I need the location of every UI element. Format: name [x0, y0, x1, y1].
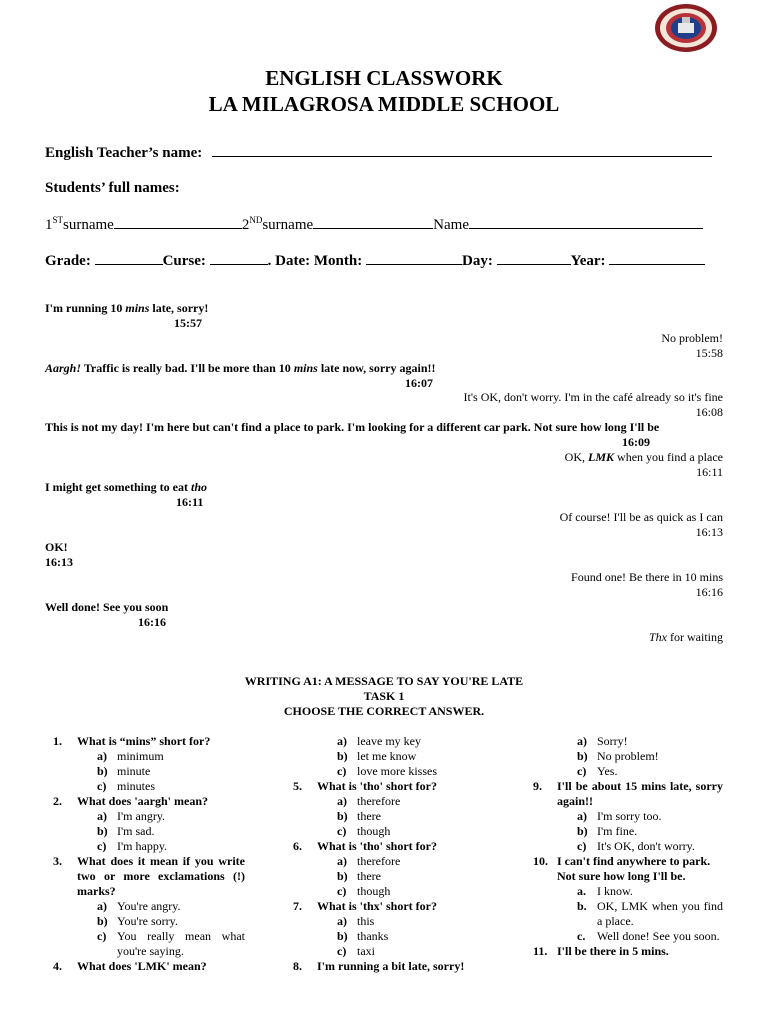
students-names-label: Students’ full names: [45, 180, 180, 196]
answer-option[interactable]: b) there [337, 809, 381, 823]
chat-message: This is not my day! I'm here but can't find a place to park. I'm looking for a different car park. Not sure how long I'll be [45, 420, 660, 434]
answer-option[interactable]: b) let me know [337, 749, 417, 763]
chat-message: It's OK, don't worry. I'm in the café already so it's fine [463, 390, 723, 404]
question-7: 7. What is 'thx' short for? [293, 899, 437, 913]
question-6: 6. What is 'tho' short for? [293, 839, 437, 853]
chat-timestamp: 15:58 [695, 346, 723, 360]
answer-option[interactable]: b) minute [97, 764, 151, 778]
answer-option[interactable]: a. I know. [577, 884, 633, 898]
teacher-name-line[interactable] [212, 144, 712, 157]
chat-timestamp: 16:11 [696, 465, 723, 479]
answer-option[interactable]: a) therefore [337, 794, 401, 808]
school-name: LA MILAGROSA MIDDLE SCHOOL [208, 92, 560, 116]
answer-option[interactable]: b) You're sorry. [97, 914, 178, 928]
answer-option[interactable]: c) I'm happy. [97, 839, 168, 853]
questions-column-1 [45, 734, 245, 974]
chat-message: I might get something to eat tho [45, 480, 207, 494]
answer-option[interactable]: a) leave my key [337, 734, 421, 748]
chat-timestamp: 16:08 [695, 405, 723, 419]
grade-line[interactable] [95, 252, 163, 265]
question-11: 11. I'll be there in 5 mins. [533, 944, 669, 958]
month-line[interactable] [366, 252, 462, 265]
answer-option[interactable]: c) It's OK, don't worry. [577, 839, 695, 853]
chat-message: Thx for waiting [649, 630, 723, 644]
task-heading: WRITING A1: A MESSAGE TO SAY YOU'RE LATE [244, 674, 524, 688]
chat-message: Aargh! Traffic is really bad. I'll be more than 10 mins late now, sorry again!! [45, 361, 436, 375]
answer-option[interactable]: c. Well done! See you soon. [577, 929, 720, 943]
chat-timestamp: 16:09 [622, 435, 650, 449]
answer-option[interactable]: b) I'm sad. [97, 824, 155, 838]
answer-option[interactable]: b) I'm fine. [577, 824, 638, 838]
chat-timestamp: 16:16 [695, 585, 723, 599]
chat-timestamp: 15:57 [174, 316, 202, 330]
day-line[interactable] [497, 252, 571, 265]
answer-option[interactable]: b) there [337, 869, 381, 883]
chat-message: Found one! Be there in 10 mins [571, 570, 723, 584]
answer-option[interactable]: a) minimum [97, 749, 164, 763]
answer-option[interactable]: c) love more kisses [337, 764, 437, 778]
second-surname-line[interactable] [313, 216, 433, 229]
name-line[interactable] [469, 216, 703, 229]
answer-option[interactable]: b) No problem! [577, 749, 659, 763]
answer-option[interactable]: a) You're angry. [97, 899, 181, 913]
chat-message: I'm running 10 mins late, sorry! [45, 301, 209, 315]
chat-timestamp: 16:13 [45, 555, 73, 569]
answer-option[interactable]: c) taxi [337, 944, 375, 958]
answer-option[interactable]: c) minutes [97, 779, 155, 793]
question-3: 3. What does it mean if you write two or more exclamations (!) marks? [53, 854, 245, 898]
question-5: 5. What is 'tho' short for? [293, 779, 437, 793]
grade-date-row: Grade: Curse: . Date: Month: Day: Year: [45, 252, 705, 270]
answer-option[interactable]: a) I'm sorry too. [577, 809, 662, 823]
chat-message: Of course! I'll be as quick as I can [559, 510, 723, 524]
task-instruction: CHOOSE THE CORRECT ANSWER. [283, 704, 485, 718]
chat-message: No problem! [661, 331, 723, 345]
answer-option[interactable]: c) You really mean what you're saying. [97, 929, 245, 958]
answer-option[interactable]: c) though [337, 884, 391, 898]
task-label: TASK 1 [363, 689, 405, 703]
chat-message: OK! [45, 540, 68, 554]
chat-timestamp: 16:07 [405, 376, 433, 390]
surnames-row: 1STsurname 2NDsurname Name [45, 215, 703, 234]
teacher-name-label: English Teacher’s name: [45, 145, 203, 161]
answer-option[interactable]: b. OK, LMK when you find a place. [577, 899, 723, 928]
chat-timestamp: 16:11 [176, 495, 204, 509]
chat-timestamp: 16:13 [695, 525, 723, 539]
chat-message: OK, LMK when you find a place [564, 450, 723, 464]
answer-option[interactable]: a) therefore [337, 854, 401, 868]
question-4: 4. What does 'LMK' mean? [53, 959, 207, 973]
question-1: 1. What is “mins” short for? [53, 734, 211, 748]
course-line[interactable] [210, 252, 268, 265]
teacher-name-field[interactable] [45, 144, 712, 162]
question-9: 9. I'll be about 15 mins late, sorry again!! [533, 779, 723, 808]
page-title: ENGLISH CLASSWORK [265, 66, 503, 90]
answer-option[interactable]: c) though [337, 824, 391, 838]
answer-option[interactable]: b) thanks [337, 929, 389, 943]
question-2: 2. What does 'aargh' mean? [53, 794, 209, 808]
first-surname-line[interactable] [114, 216, 242, 229]
year-line[interactable] [609, 252, 705, 265]
answer-option[interactable]: a) this [337, 914, 375, 928]
question-10: 10. I can't find anywhere to park. Not sure how long I'll be. [533, 854, 711, 883]
question-8: 8. I'm running a bit late, sorry! [293, 959, 465, 973]
school-seal-logo [654, 3, 718, 53]
answer-option[interactable]: c) Yes. [577, 764, 618, 778]
chat-message: Well done! See you soon [45, 600, 169, 614]
answer-option[interactable]: a) Sorry! [577, 734, 628, 748]
questions-column-2 [285, 734, 485, 974]
chat-timestamp: 16:16 [138, 615, 166, 629]
questions-column-3 [525, 734, 723, 959]
answer-option[interactable]: a) I'm angry. [97, 809, 166, 823]
